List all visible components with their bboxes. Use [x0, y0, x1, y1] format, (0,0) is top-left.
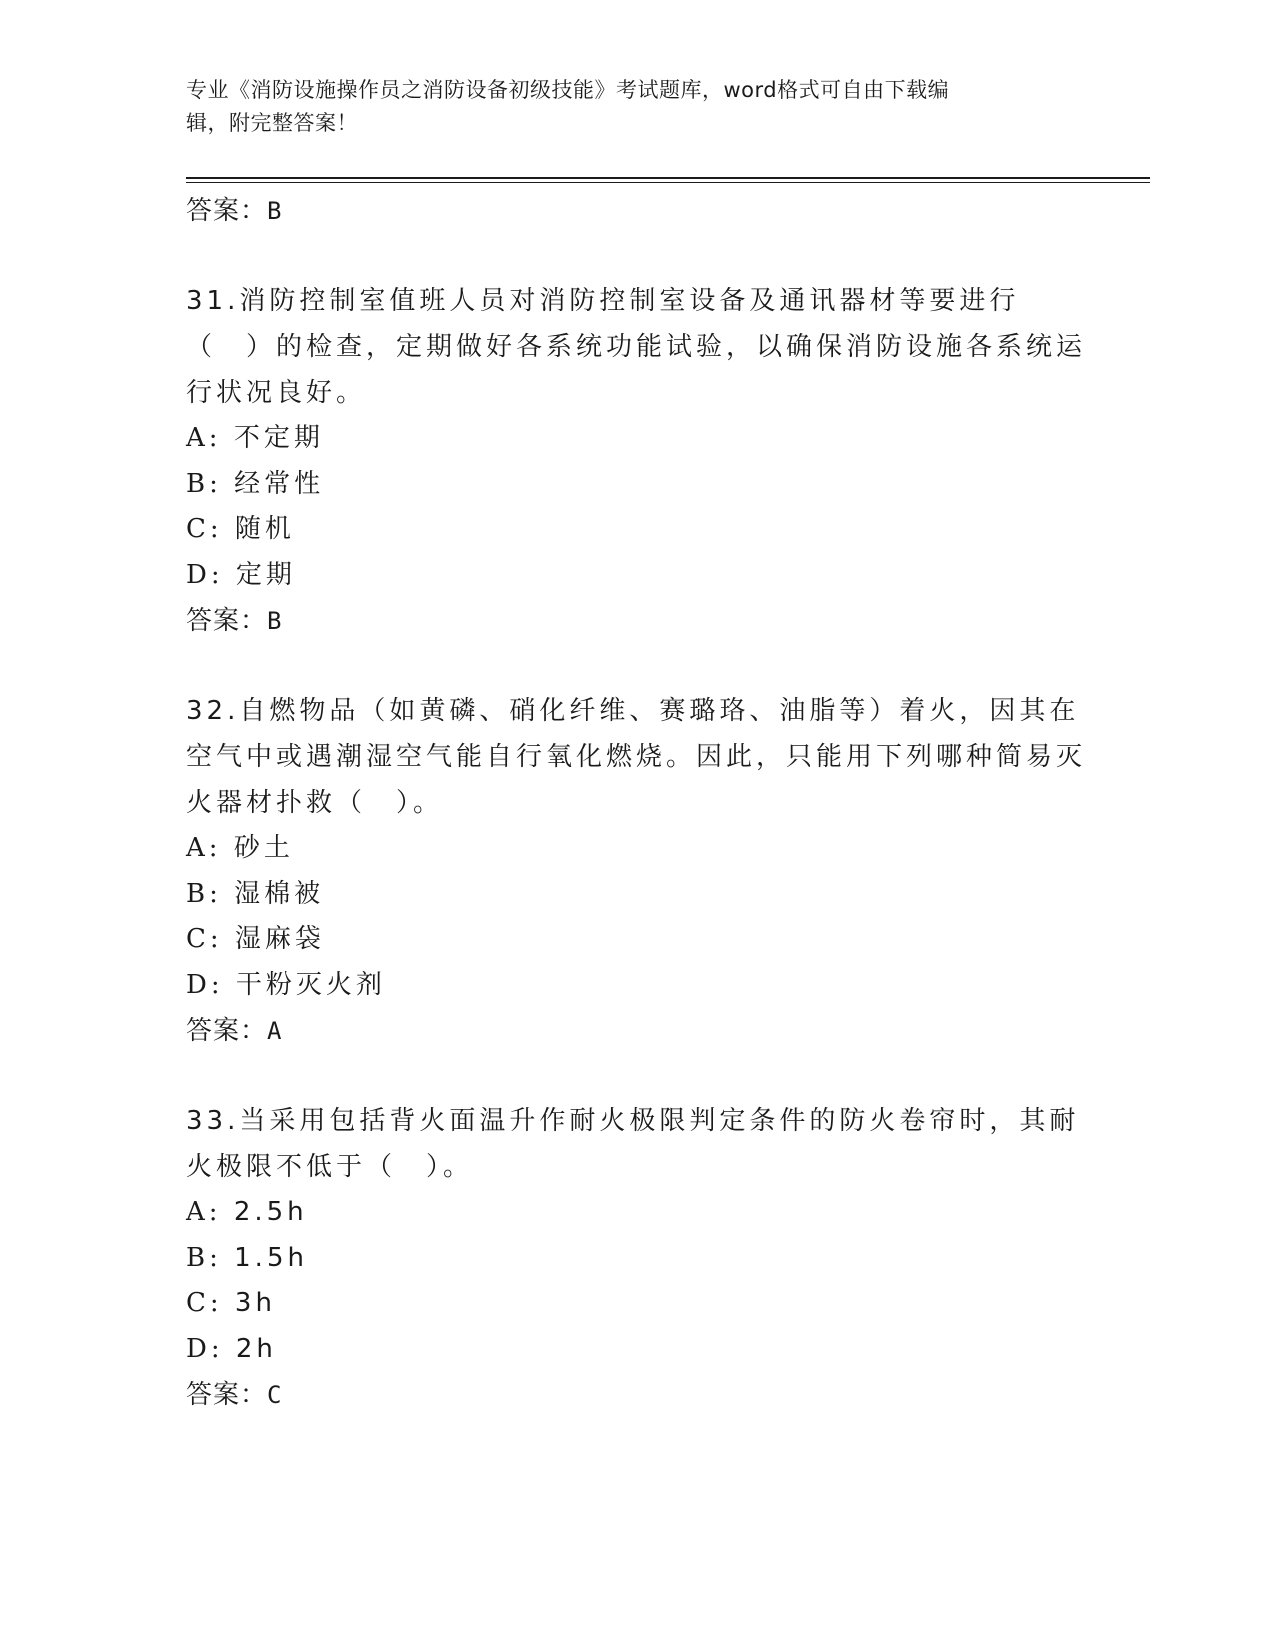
- option-text: 3h: [234, 1288, 276, 1318]
- option-text: 2.5h: [233, 1197, 308, 1227]
- option-letter: D:: [186, 969, 224, 1000]
- question-block: [186, 688, 1086, 1054]
- option-letter: D:: [186, 1333, 224, 1364]
- spacer: [186, 644, 1086, 688]
- option-letter: B:: [186, 1242, 222, 1273]
- answer-value: C: [267, 1381, 283, 1409]
- option-text: 定期: [235, 559, 296, 590]
- option-b: [186, 462, 1086, 508]
- option-text: 砂土: [233, 833, 294, 863]
- option-letter: C:: [186, 1288, 223, 1318]
- answer-line: [186, 1008, 1086, 1054]
- header-rule-thick: [186, 177, 1150, 179]
- answer-line: [186, 598, 1086, 644]
- option-letter: B:: [186, 468, 222, 499]
- question-text: 31.消防控制室值班人员对消防控制室设备及通讯器材等要进行（ ）的检查，定期做好各系统功能试验，以确保消防设施各系统运行状况良好。: [186, 286, 1087, 408]
- option-d: [186, 1327, 1086, 1373]
- question-text: 32.自燃物品（如黄磷、硝化纤维、赛璐珞、油脂等）着火，因其在空气中或遇潮湿空气能自行氧化燃烧。因此，只能用下列哪种简易灭火器材扑救（ ）。: [186, 696, 1087, 818]
- option-c: [186, 1281, 1086, 1327]
- header-rule-thin: [186, 182, 1150, 183]
- option-text: 2h: [235, 1333, 277, 1364]
- spacer: [186, 234, 1086, 278]
- option-letter: A:: [186, 1197, 222, 1227]
- option-b: [186, 872, 1086, 918]
- option-text: 不定期: [233, 423, 324, 453]
- option-letter: D:: [186, 559, 224, 590]
- answer-label: 答案：: [186, 1380, 268, 1410]
- spacer: [186, 1054, 1086, 1098]
- option-a: [186, 1190, 1086, 1236]
- option-a: [186, 826, 1086, 872]
- option-letter: A:: [186, 833, 222, 863]
- answer-line: [186, 1372, 1086, 1418]
- option-letter: C:: [186, 514, 223, 544]
- option-letter: A:: [186, 423, 222, 453]
- option-text: 干粉灭火剂: [235, 969, 386, 1000]
- question-text: 33.当采用包括背火面温升作耐火极限判定条件的防火卷帘时，其耐火极限不低于（ ）。: [186, 1106, 1080, 1182]
- answer-value: B: [267, 607, 283, 635]
- option-text: 湿棉被: [234, 878, 325, 909]
- answer-label: 答案：: [186, 1016, 268, 1046]
- answer-value: A: [267, 1017, 283, 1045]
- answer-label: 答案：: [186, 196, 268, 226]
- option-b: [186, 1236, 1086, 1282]
- question-block: [186, 1098, 1086, 1418]
- answer-value: B: [267, 197, 283, 225]
- option-text: 湿麻袋: [234, 924, 325, 954]
- option-text: 1.5h: [234, 1242, 308, 1273]
- option-d: [186, 553, 1086, 599]
- option-text: 随机: [234, 514, 295, 544]
- option-d: [186, 963, 1086, 1009]
- option-letter: C:: [186, 924, 223, 954]
- answer-label: 答案：: [186, 606, 268, 636]
- option-c: [186, 917, 1086, 963]
- option-a: [186, 416, 1086, 462]
- header-line-2: 辑，附完整答案！: [186, 111, 358, 135]
- option-c: [186, 507, 1086, 553]
- question-block: [186, 278, 1086, 644]
- answer-line: [186, 188, 1086, 234]
- document-header: [186, 74, 1066, 140]
- header-line-1: 专业《消防设施操作员之消防设备初级技能》考试题库，word格式可自由下载编: [186, 78, 950, 102]
- option-text: 经常性: [234, 468, 325, 499]
- option-letter: B:: [186, 878, 222, 909]
- document-body: [186, 188, 1086, 1418]
